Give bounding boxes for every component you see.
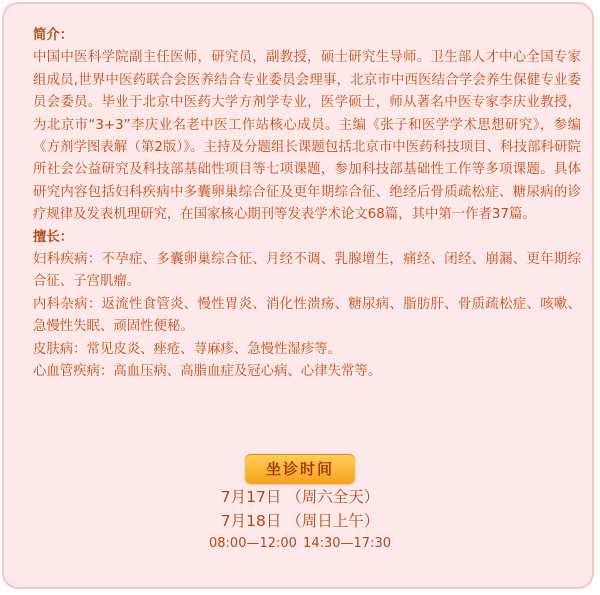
intro-paragraph: 中国中医科学院副主任医师，研究员，副教授，硕士研究生导师。卫生部人才中心全国专家组成员,世界中医药联合会医养结合专业委员会理事，北京市中西医结合学会养生保健专业委员会委员。毕业于北京中医药大学方剂学专业，医学硕士，师从著名中医专家李庆业教授，为北京市“3+3”李庆业名老中医工作站核心成员。主编《张子和医学学术思想研究》，参编《方剂学图表解（第2版）》。主持及分题组长课题包括北京市中医药科技项目、科技部科研院所社会公益研究及科技部基础性项目等七项课题，参加科技部基础性工作等多项课题。具体研究内容包括妇科疾病中多囊卵巢综合征及更年期综合征、绝经后骨质疏松症、糖尿病的诊疗规律及发表机理研究，在国家核心期刊等发表学术论文68篇，其中第一作者37篇。: [33, 50, 581, 223]
expertise-gynecology: 妇科疾病：不孕症、多囊卵巢综合征、月经不调、乳腺增生，痛经、闭经、崩漏、更年期综合征、子宫肌瘤。: [33, 252, 581, 290]
expertise-heading: 擅长：: [33, 229, 74, 245]
profile-content: [33, 25, 581, 384]
schedule-hours: 08:00—12:00 14:30—17:30: [209, 536, 391, 551]
schedule-section: [4, 454, 596, 551]
schedule-date-2: 7月18日 （周日上午）: [220, 512, 380, 530]
expertise-dermatology: 皮肤病：常见皮炎、痤疮、荨麻疹、急慢性湿疹等。: [33, 341, 341, 357]
intro-heading: 简介：: [33, 28, 74, 43]
doctor-profile-card: [2, 2, 594, 589]
expertise-internal-medicine: 内科杂病：返流性食管炎、慢性胃炎、消化性溃疡、糖尿病、脂肪肝、骨质疏松症、咳嗽、急慢性失眠、顽固性便秘。: [33, 296, 581, 335]
schedule-date-1: 7月17日 （周六全天）: [220, 488, 380, 506]
clinic-hours-button[interactable]: 坐诊时间: [245, 454, 355, 484]
expertise-cardiovascular: 心血管疾病：高血压病、高脂血症及冠心病、心律失常等。: [33, 364, 382, 380]
